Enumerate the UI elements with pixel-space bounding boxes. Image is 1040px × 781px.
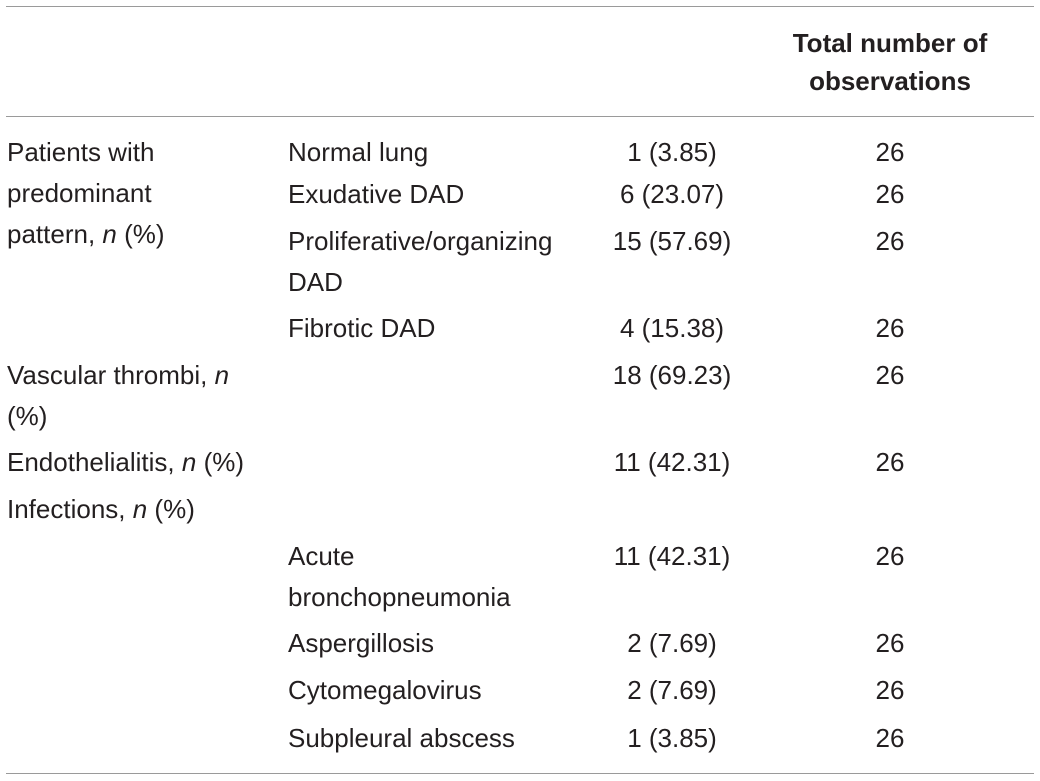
n-symbol: n [102,219,117,249]
endothelialitis-label [7,442,244,483]
cytomegalovirus-label: Cytomegalovirus [288,675,482,705]
proliferative-dad-label-line-2: DAD [288,267,343,297]
table-top-rule [6,6,1034,7]
normal-lung-value: 1 (3.85) [627,137,717,167]
header-line-1: Total number of [792,28,988,58]
fibrotic-dad-label: Fibrotic DAD [288,313,436,343]
vascular-thrombi-label [7,355,229,437]
acute-bronchopneumonia-label [288,536,511,618]
fibrotic-dad-value: 4 (15.38) [619,313,725,343]
endothelialitis-value: 11 (42.31) [613,447,731,477]
exudative-dad-value: 6 (23.07) [619,179,725,209]
cytomegalovirus-total: 26 [875,675,905,705]
vascular-thrombi-label-line-1 [7,355,229,396]
acute-bronchopneumonia-label-line-1: Acute [288,541,355,571]
pattern-label [7,132,165,255]
endothelialitis-prefix: Endothelialitis, [7,447,182,477]
n-symbol: n [181,447,197,477]
aspergillosis-label: Aspergillosis [288,628,434,658]
exudative-dad-total: 26 [875,179,905,209]
endothelialitis-total: 26 [875,447,905,477]
pattern-label-line-2: predominant [7,178,152,208]
total-observations-header [768,24,1012,100]
acute-bronchopneumonia-label-line-2: bronchopneumonia [288,582,511,612]
vascular-thrombi-label-line-2: (%) [7,401,48,431]
infections-prefix: Infections, [7,494,133,524]
n-symbol: n [214,360,230,390]
cytomegalovirus-value: 2 (7.69) [627,675,717,705]
proliferative-dad-label-line-1: Proliferative/organizing [288,226,553,256]
header-rule [6,116,1034,117]
table-bottom-rule [6,773,1034,774]
pct-symbol: (%) [147,494,195,524]
proliferative-dad-value: 15 (57.69) [612,226,732,256]
pattern-label-line-3 [7,214,165,255]
vascular-thrombi-value: 18 (69.23) [612,360,732,390]
aspergillosis-value: 2 (7.69) [627,628,717,658]
pct-symbol: (%) [116,219,165,249]
pattern-label-prefix: pattern, [7,219,103,249]
exudative-dad-label: Exudative DAD [288,179,465,209]
pct-symbol: (%) [196,447,245,477]
subpleural-abscess-total: 26 [875,723,905,753]
vascular-thrombi-prefix: Vascular thrombi, [7,360,215,390]
subpleural-abscess-label: Subpleural abscess [288,723,515,753]
proliferative-dad-label [288,221,552,303]
fibrotic-dad-total: 26 [875,313,905,343]
vascular-thrombi-total: 26 [875,360,905,390]
subpleural-abscess-value: 1 (3.85) [627,723,717,753]
proliferative-dad-total: 26 [875,226,905,256]
normal-lung-label: Normal lung [288,137,429,167]
aspergillosis-total: 26 [875,628,905,658]
acute-bronchopneumonia-total: 26 [875,541,905,571]
infections-label [7,489,195,530]
header-line-2: observations [809,66,971,96]
pattern-label-line-1: Patients with [7,137,155,167]
normal-lung-total: 26 [875,137,905,167]
n-symbol: n [132,494,148,524]
acute-bronchopneumonia-value: 11 (42.31) [613,541,731,571]
